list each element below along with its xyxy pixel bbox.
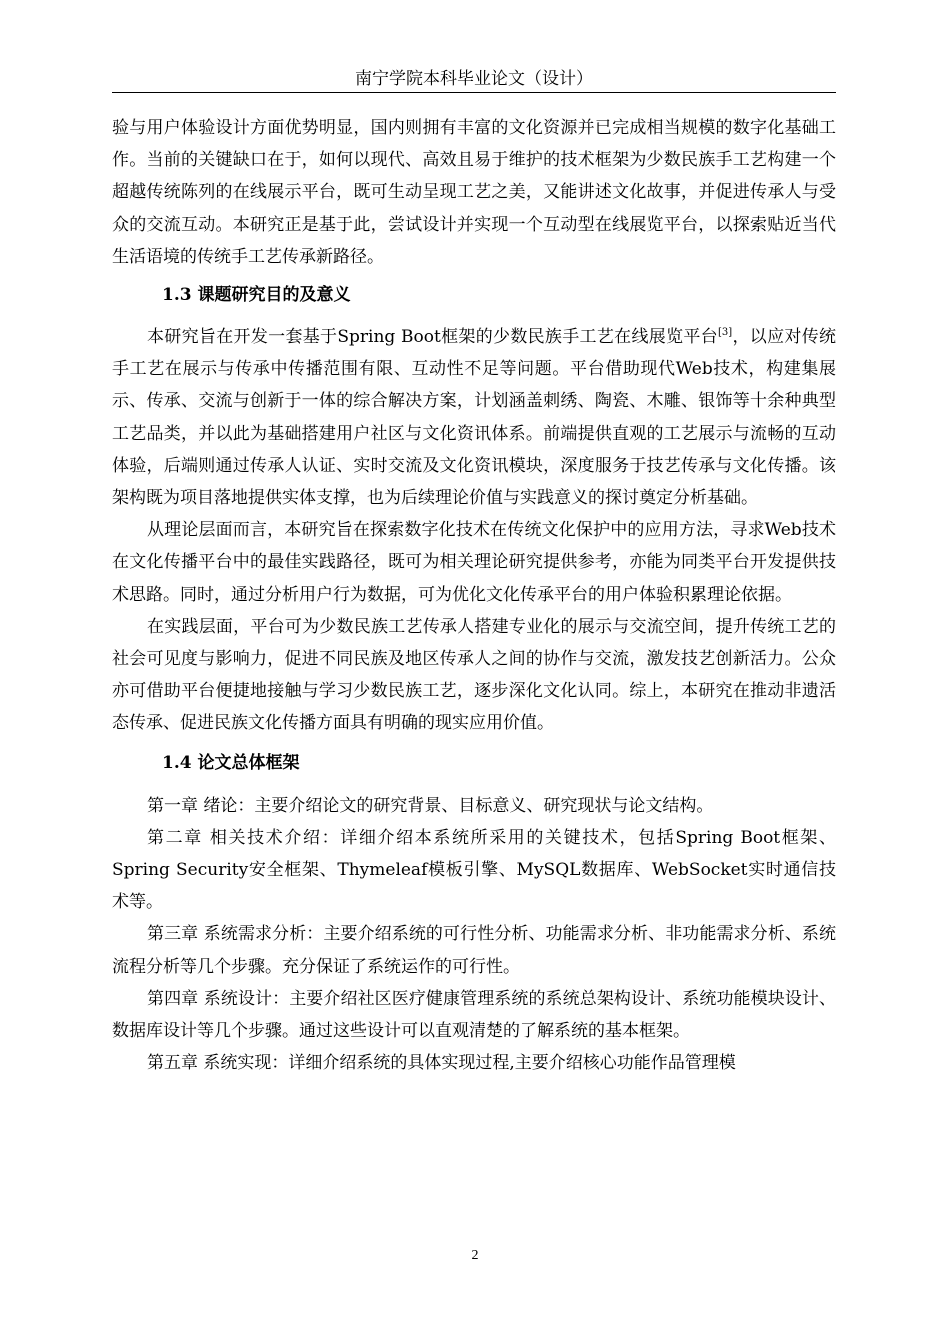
section-heading-1-3: 1.3 课题研究目的及意义: [162, 285, 351, 306]
chapter-summary-2: 第二章 相关技术介绍：详细介绍本系统所采用的关键技术，包括Spring Boot框架、Spring Security安全框架、Thymeleaf模板引擎、MySQL数据库、WebSocket实时通信技术等。: [112, 827, 836, 913]
section-heading-1-4: 1.4 论文总体框架: [162, 752, 300, 773]
citation-reference[interactable]: [3]: [718, 327, 733, 339]
paragraph-practical-significance: 在实践层面，平台可为少数民族工艺传承人搭建专业化的展示与交流空间，提升传统工艺的社会可见度与影响力，促进不同民族及地区传承人之间的协作与交流，激发技艺创新活力。公众亦可借助平台便捷地接触与学习少数民族工艺，逐步深化文化认同。综上，本研究在推动非遗活态传承、促进民族文化传播方面具有明确的现实应用价值。: [112, 616, 836, 734]
paragraph-research-purpose: [112, 321, 836, 514]
paragraph-continuation: 验与用户体验设计方面优势明显，国内则拥有丰富的文化资源并已完成相当规模的数字化基础工作。当前的关键缺口在于，如何以现代、高效且易于维护的技术框架为少数民族手工艺构建一个超越传统陈列的在线展示平台，既可生动呈现工艺之美，又能讲述文化故事，并促进传承人与受众的交流互动。本研究正是基于此，尝试设计并实现一个互动型在线展览平台，以探索贴近当代生活语境的传统手工艺传承新路径。: [112, 118, 836, 267]
chapter-summary-4: 第四章 系统设计：主要介绍社区医疗健康管理系统的系统总架构设计、系统功能模块设计、数据库设计等几个步骤。通过这些设计可以直观清楚的了解系统的基本框架。: [112, 988, 836, 1042]
chapter-summary-5: 第五章 系统实现：详细介绍系统的具体实现过程,主要介绍核心功能作品管理模: [147, 1053, 736, 1074]
chapter-summary-3: 第三章 系统需求分析：主要介绍系统的可行性分析、功能需求分析、非功能需求分析、系统流程分析等几个步骤。充分保证了系统运作的可行性。: [112, 924, 836, 977]
paragraph-theoretical-significance: 从理论层面而言，本研究旨在探索数字化技术在传统文化保护中的应用方法，寻求Web技术在文化传播平台中的最佳实践路径，既可为相关理论研究提供参考，亦能为同类平台开发提供技术思路。同时，通过分析用户行为数据，可为优化文化传承平台的用户体验积累理论依据。: [112, 520, 836, 605]
paragraph-text: ，以应对传统手工艺在展示与传承中传播范围有限、互动性不足等问题。平台借助现代Web技术，构建集展示、传承、交流与创新于一体的综合解决方案，计划涵盖刺绣、陶瓷、木雕、银饰等十余种典型工艺品类，并以此为基础搭建用户社区与文化资讯体系。前端提供直观的工艺展示与流畅的互动体验，后端则通过传承人认证、实时交流及文化资讯模块，深度服务于技艺传承与文化传播。该架构既为项目落地提供实体支撑，也为后续理论价值与实践意义的探讨奠定分析基础。: [112, 327, 837, 509]
page-header-title: 南宁学院本科毕业论文（设计）: [355, 69, 593, 89]
chapter-summary-1: 第一章 绪论：主要介绍论文的研究背景、目标意义、研究现状与论文结构。: [147, 795, 714, 816]
page-number: 2: [471, 1248, 479, 1263]
document-body: [112, 112, 836, 1079]
header-divider: [112, 92, 836, 93]
paragraph-text: 本研究旨在开发一套基于Spring Boot框架的少数民族手工艺在线展览平台: [147, 327, 718, 348]
